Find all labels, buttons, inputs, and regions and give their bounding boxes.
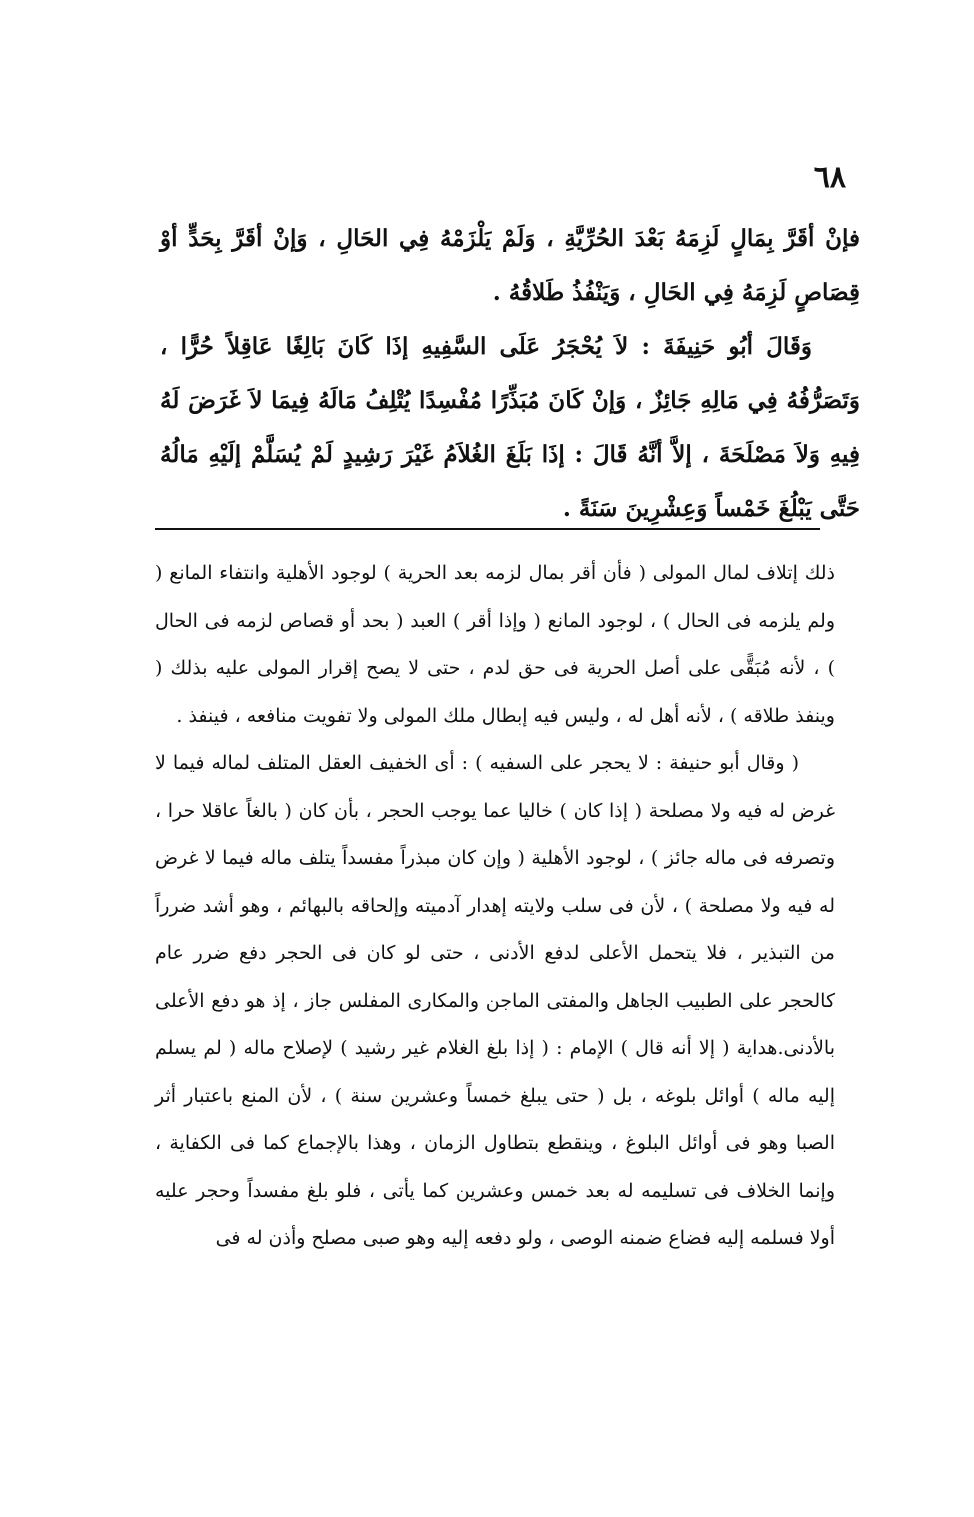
- page-number: ٦٨: [813, 160, 846, 195]
- commentary-paragraph: ذلك إتلاف لمال المولى ( فأن أقر بمال لزمه بعد الحرية ) لوجود الأهلية وانتفاء المانع ( ولم يلزمه فى الحال ) ، لوجود المانع ( وإذا أقر ) العبد ( بحد أو قصاص لزمه فى الحال ) ، لأنه مُبَقًّى على أصل الحرية فى حق لدم ، حتى لا يصح إقرار المولى عليه بذلك ( وينفذ طلاقه ) ، لأنه أهل له ، وليس فيه إبطال ملك المولى ولا تفويت منافعه ، فينفذ .: [155, 562, 835, 727]
- main-paragraph: وَقَالَ أبُو حَنِيفَةَ : لاَ يُحْجَرُ عَلَى السَّفِيهِ إذَا كَانَ بَالِغًا عَاقِلاً حُرًّا ، وَتَصَرُّفُهُ فِي مَالِهِ جَائِزٌ ، وَإنْ كَانَ مُبَذِّرًا مُفْسِدًا يُتْلِفُ مَالَهُ فِيمَا لاَ غَرَضَ لَهُ فِيهِ وَلاَ مَصْلَحَةَ ، إلاَّ أنَّهُ قَالَ : إذَا بَلَغَ الغُلاَمُ غَيْرَ رَشِيدٍ لَمْ يُسَلَّمْ إلَيْهِ مَالُهُ حَتَّى يَبْلُغَ خَمْساً وَعِشْرِينَ سَنَةً .: [160, 333, 860, 522]
- section-divider: [155, 528, 820, 530]
- commentary-block: [155, 550, 835, 1263]
- main-text-block: [160, 212, 860, 536]
- commentary-paragraph: ( وقال أبو حنيفة : لا يحجر على السفيه ) : أى الخفيف العقل المتلف لماله فيما لا غرض له فيه ولا مصلحة ( إذا كان ) خاليا عما يوجب الحجر ، بأن كان ( بالغاً عاقلا حرا ، وتصرفه فى ماله جائز ) ، لوجود الأهلية ( وإن كان مبذراً مفسداً يتلف ماله فيما لا غرض له فيه ولا مصلحة ) ، لأن فى سلب ولايته إهدار آدميته وإلحاقه بالبهائم ، وهو أشد ضرراً من التبذير ، فلا يتحمل الأعلى لدفع الأدنى ، حتى لو كان فى الحجر دفع ضرر عام كالحجر على الطبيب الجاهل والمفتى الماجن والمكارى المفلس جاز ، إذ هو دفع الأعلى بالأدنى.هداية ( إلا أنه قال ) الإمام : ( إذا بلغ الغلام غير رشيد ) لإصلاح ماله ( لم يسلم إليه ماله ) أوائل بلوغه ، بل ( حتى يبلغ خمساً وعشرين سنة ) ، لأن المنع باعتبار أثر الصبا وهو فى أوائل البلوغ ، وينقطع بتطاول الزمان ، وهذا بالإجماع كما فى الكفاية ، وإنما الخلاف فى تسليمه له بعد خمس وعشرين كما يأتى ، فلو بلغ مفسداً وحجر عليه أولا فسلمه إليه فضاع ضمنه الوصى ، ولو دفعه إليه وهو صبى مصلح وأذن له فى: [155, 752, 835, 1249]
- main-paragraph: فإنْ أقَرَّ بِمَالٍ لَزِمَهُ بَعْدَ الحُرِّيَّةِ ، وَلَمْ يَلْزَمْهُ فِي الحَالِ ، وَإنْ أقَرَّ بِحَدٍّ أوْ قِصَاصٍ لَزِمَهُ فِي الحَالِ ، وَيَنْفُذُ طَلاقُهُ .: [160, 225, 860, 306]
